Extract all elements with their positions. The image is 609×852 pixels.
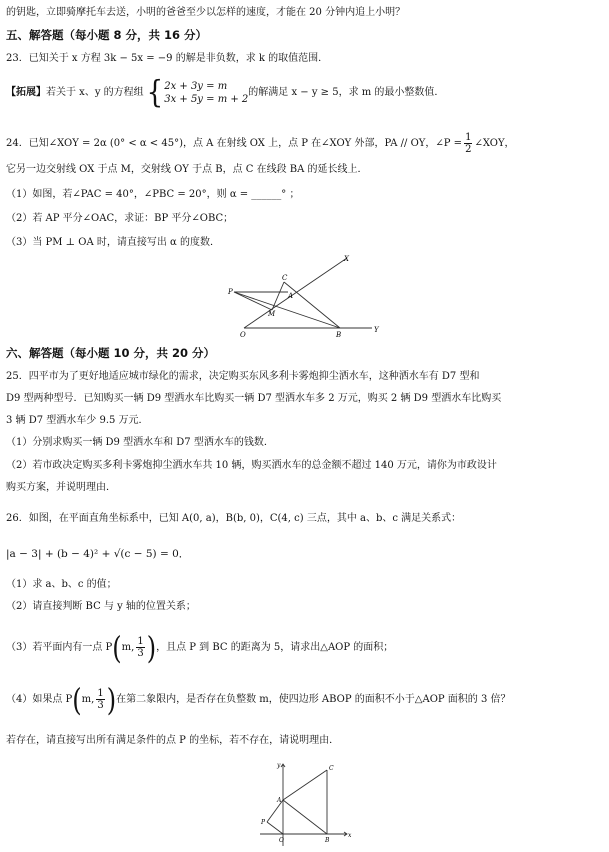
q25-part1: （1）分别求购买一辆 D9 型洒水车和 D7 型洒水车的钱数． xyxy=(6,437,274,448)
label-a: A xyxy=(288,292,294,300)
q25-part2a: （2）若市政决定购买多利卡雾炮抑尘洒水车共 10 辆，购买洒水车的总金额不超过 140 万元，请你为市政设计 xyxy=(6,460,497,471)
q25-line3: 3 辆 D7 型洒水车少 9.5 万元． xyxy=(6,415,149,426)
label-m: M xyxy=(268,310,276,318)
label-c: C xyxy=(282,274,288,282)
q24-line1-pre: 24．已知∠XOY = 2α (0° < α < 45°)，点 A 在射线 OX 上，点 P 在∠XOY 外部，PA // OY，∠P = xyxy=(6,138,463,149)
q25-line2: D9 型两种型号．已知购买一辆 D9 型洒水车比购买一辆 D7 型洒水车多 2 万元，购买 2 辆 D9 型洒水车比购买 xyxy=(6,393,502,404)
q24-line1 xyxy=(6,132,515,156)
label-b: B xyxy=(325,837,330,844)
segment-po xyxy=(267,822,283,834)
segment-ab xyxy=(283,800,327,834)
label-a: A xyxy=(277,797,282,804)
label-y: Y xyxy=(374,326,379,334)
q24-part1: （1）如图，若∠PAC = 40°，∠PBC = 20°，则 α = ______° ； xyxy=(6,189,300,200)
q23-ext-label: 【拓展】 xyxy=(6,87,46,98)
q26-part1: （1）求 a、b、c 的值； xyxy=(6,579,117,590)
q26-p3-post: ，且点 P 到 BC 的距离为 5，请求出△AOP 的面积； xyxy=(156,642,394,653)
segment-bc xyxy=(284,282,340,328)
right-paren: ) xyxy=(146,629,157,666)
q26-equation: |a − 3| + (b − 4)² + √(c − 5) = 0． xyxy=(6,548,190,560)
equation-system xyxy=(164,80,248,106)
label-x-axis: x xyxy=(348,832,352,839)
label-y-axis: y xyxy=(277,762,281,769)
q26-part2: （2）请直接判断 BC 与 y 轴的位置关系； xyxy=(6,601,196,612)
q24-frac-den: 2 xyxy=(465,144,472,155)
label-p: P xyxy=(228,288,233,296)
label-o: O xyxy=(279,837,284,844)
section6-title: 六、解答题（每小题 10 分，共 20 分） xyxy=(6,346,216,360)
q26-part4 xyxy=(6,682,511,718)
section5-title: 五、解答题（每小题 8 分，共 16 分） xyxy=(6,28,208,42)
q26-p4-point: m, xyxy=(81,694,95,705)
segment-cm xyxy=(272,282,284,310)
q26-p4-frac-num: 1 xyxy=(97,688,104,699)
q23-ext-pre: 若关于 x、y 的方程组 xyxy=(46,87,144,98)
label-o: O xyxy=(240,331,246,339)
q26-p4-frac-den: 3 xyxy=(97,700,104,711)
q23-text: 23．已知关于 x 方程 3k − 5x = −9 的解是非负数，求 k 的取值范围． xyxy=(6,53,329,64)
q26-part4-end: 若存在，请直接写出所有满足条件的点 P 的坐标，若不存在，请说明理由． xyxy=(6,735,340,746)
q26-p4-pre: （4）如果点 P xyxy=(6,694,73,705)
label-x: X xyxy=(344,255,349,263)
left-paren: ( xyxy=(72,681,82,718)
system-brace: { xyxy=(146,74,164,111)
q23-eq2: 3x + 5y = m + 2 xyxy=(164,93,249,105)
q26-p4-fraction xyxy=(96,688,104,711)
q23-ext-post: 的解满足 x − y ≥ 5，求 m 的最小整数值． xyxy=(248,87,445,98)
label-b: B xyxy=(336,331,342,339)
q26-p3-pre: （3）若平面内有一点 P xyxy=(6,642,113,653)
ray-ox xyxy=(244,258,347,328)
q26-figure xyxy=(255,760,355,850)
line-pb xyxy=(234,292,340,328)
q26-p4-post: 在第二象限内，是否存在负整数 m，使四边形 ABOP 的面积不小于△AOP 面积的 3 倍？ xyxy=(116,694,511,705)
q24-part3: （3）当 PM ⊥ OA 时，请直接写出 α 的度数． xyxy=(6,237,220,248)
q24-frac-num: 1 xyxy=(465,132,472,143)
q25-line1: 25．四平市为了更好地适应城市绿化的需求，决定购买东风多利卡雾炮抑尘洒水车，这种洒水车有 D7 型和 xyxy=(6,371,480,382)
segment-pm xyxy=(234,292,272,310)
left-paren: ( xyxy=(112,629,122,666)
intro-line: 的钥匙，立即骑摩托车去送，小明的爸爸至少以怎样的速度，才能在 20 分钟内追上小明？ xyxy=(6,7,406,18)
segment-ac xyxy=(283,770,327,800)
q26-p3-point: m, xyxy=(121,642,135,653)
q26-p3-frac-den: 3 xyxy=(137,648,144,659)
right-paren: ) xyxy=(106,681,117,718)
label-c: C xyxy=(329,765,334,772)
q26-part3 xyxy=(6,630,393,666)
q26-p3-fraction xyxy=(136,636,144,659)
q25-part2b: 购买方案，并说明理由． xyxy=(6,482,116,493)
q23-eq1: 2x + 3y = m xyxy=(164,80,228,92)
q24-part2: （2）若 AP 平分∠OAC，求证：BP 平分∠OBC； xyxy=(6,213,234,224)
q26-line1: 26．如图，在平面直角坐标系中，已知 A(0, a)，B(b, 0)，C(4, c) 三点，其中 a、b、c 满足关系式： xyxy=(6,513,462,524)
q23-extension xyxy=(6,74,445,111)
q26-p3-frac-num: 1 xyxy=(137,636,144,647)
q24-line1-post: ∠XOY， xyxy=(474,138,515,149)
q24-figure xyxy=(222,252,392,342)
label-p: P xyxy=(261,819,266,826)
q24-line2: 它另一边交射线 OX 于点 M，交射线 OY 于点 B，点 C 在线段 BA 的延长线上． xyxy=(6,164,368,175)
q24-fraction xyxy=(464,132,472,155)
